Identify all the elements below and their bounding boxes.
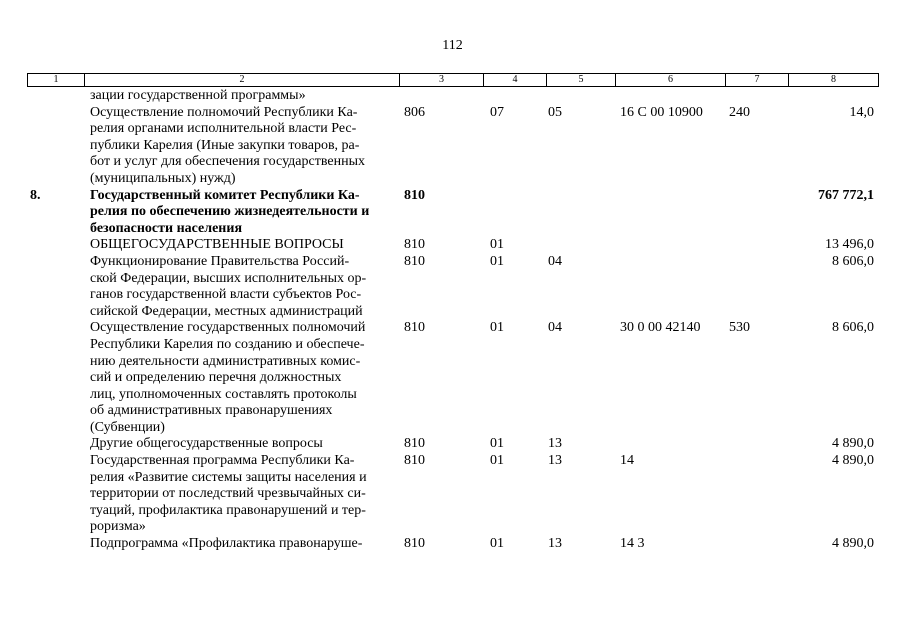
item-name-line: релия органами исполнительной власти Рес- — [90, 121, 357, 137]
header-col-7: 7 — [726, 74, 789, 87]
subsection-code: 05 — [548, 104, 562, 120]
header-col-2: 2 — [85, 74, 400, 87]
section-code: 01 — [490, 453, 504, 469]
target-article-code: 14 3 — [620, 536, 645, 552]
item-name — [90, 436, 395, 453]
ministry-code: 810 — [404, 436, 425, 452]
amount: 767 772,1 — [818, 187, 874, 203]
item-name-line: сий и определению перечня должностных — [90, 370, 342, 386]
ministry-code: 810 — [404, 453, 425, 469]
target-article-code: 16 С 00 10900 — [620, 104, 703, 120]
ministry-code: 810 — [404, 187, 425, 203]
subsection-code: 04 — [548, 320, 562, 336]
header-col-4: 4 — [484, 74, 547, 87]
item-name — [90, 188, 395, 238]
item-name-line: туаций, профилактика правонарушений и тер- — [90, 502, 366, 518]
item-name — [90, 453, 395, 536]
item-name-line: (муниципальных) нужд) — [90, 170, 236, 186]
table-row — [0, 188, 905, 238]
item-name — [90, 237, 395, 254]
expense-type-code: 240 — [729, 104, 750, 120]
section-code: 01 — [490, 253, 504, 269]
amount: 14,0 — [849, 104, 874, 120]
table-row — [0, 320, 905, 436]
amount: 4 890,0 — [832, 536, 874, 552]
target-article-code: 30 0 00 42140 — [620, 320, 701, 336]
item-name-line: Государственная программа Республики Ка- — [90, 453, 355, 469]
item-name-line: бот и услуг для обеспечения государственных — [90, 154, 365, 170]
header-row — [28, 74, 879, 87]
amount: 8 606,0 — [832, 253, 874, 269]
item-name-line: роризма» — [90, 519, 146, 535]
subsection-code: 13 — [548, 453, 562, 469]
item-name-line: Осуществление полномочий Республики Ка- — [90, 104, 358, 120]
ministry-code: 806 — [404, 104, 425, 120]
row-number: 8. — [30, 187, 41, 203]
budget-table-body — [0, 88, 905, 553]
subsection-code: 13 — [548, 536, 562, 552]
item-name-line: сийской Федерации, местных администраций — [90, 303, 363, 319]
ministry-code: 810 — [404, 320, 425, 336]
expense-type-code: 530 — [729, 320, 750, 336]
subsection-code: 04 — [548, 253, 562, 269]
item-name — [90, 536, 395, 553]
table-row — [0, 453, 905, 536]
item-name-line: релия по обеспечению жизнедеятельности и — [90, 204, 370, 220]
header-col-8: 8 — [789, 74, 879, 87]
section-code: 01 — [490, 237, 504, 253]
table-row — [0, 105, 905, 188]
header-col-1: 1 — [28, 74, 85, 87]
subsection-code: 13 — [548, 436, 562, 452]
table-row — [0, 436, 905, 453]
section-code: 01 — [490, 436, 504, 452]
item-name-line: Функционирование Правительства Россий- — [90, 253, 350, 269]
item-name-line: безопасности населения — [90, 220, 243, 236]
item-name-line: об административных правонарушениях — [90, 403, 333, 419]
ministry-code: 810 — [404, 536, 425, 552]
item-name-line: территории от последствий чрезвычайных си- — [90, 486, 366, 502]
item-name-line: ской Федерации, высших исполнительных ор- — [90, 270, 367, 286]
item-name-line: Государственный комитет Республики Ка- — [90, 187, 360, 203]
amount: 13 496,0 — [825, 237, 874, 253]
item-name — [90, 320, 395, 436]
section-code: 07 — [490, 104, 504, 120]
item-name-line: релия «Развитие системы защиты населения и — [90, 469, 367, 485]
page-number: 112 — [442, 38, 463, 53]
item-name-line: (Субвенции) — [90, 419, 165, 435]
item-name-line: Подпрограмма «Профилактика правонаруше- — [90, 536, 363, 552]
item-name-line: публики Карелия (Иные закупки товаров, ра- — [90, 137, 360, 153]
table-row — [0, 254, 905, 320]
table-row — [0, 536, 905, 553]
section-code: 01 — [490, 320, 504, 336]
item-name-line: Республики Карелия по созданию и обеспече- — [90, 336, 365, 352]
item-name-line: нию деятельности административных комис- — [90, 353, 361, 369]
amount: 4 890,0 — [832, 436, 874, 452]
header-col-6: 6 — [616, 74, 726, 87]
header-col-5: 5 — [547, 74, 616, 87]
table-row — [0, 237, 905, 254]
item-name-line: зации государственной программы» — [90, 88, 306, 103]
target-article-code: 14 — [620, 453, 634, 469]
item-name — [90, 254, 395, 320]
section-code: 01 — [490, 536, 504, 552]
item-name — [90, 105, 395, 188]
column-number-header — [27, 73, 879, 87]
item-name-line: лиц, уполномоченных составлять протоколы — [90, 386, 357, 402]
ministry-code: 810 — [404, 237, 425, 253]
item-name-line: ганов государственной власти субъектов Рос- — [90, 287, 362, 303]
item-name-line: Осуществление государственных полномочий — [90, 320, 366, 336]
item-name-line: ОБЩЕГОСУДАРСТВЕННЫЕ ВОПРОСЫ — [90, 237, 344, 253]
item-name — [90, 88, 395, 105]
item-name-line: Другие общегосударственные вопросы — [90, 436, 323, 452]
amount: 8 606,0 — [832, 320, 874, 336]
header-col-3: 3 — [400, 74, 484, 87]
ministry-code: 810 — [404, 253, 425, 269]
table-row — [0, 88, 905, 105]
amount: 4 890,0 — [832, 453, 874, 469]
